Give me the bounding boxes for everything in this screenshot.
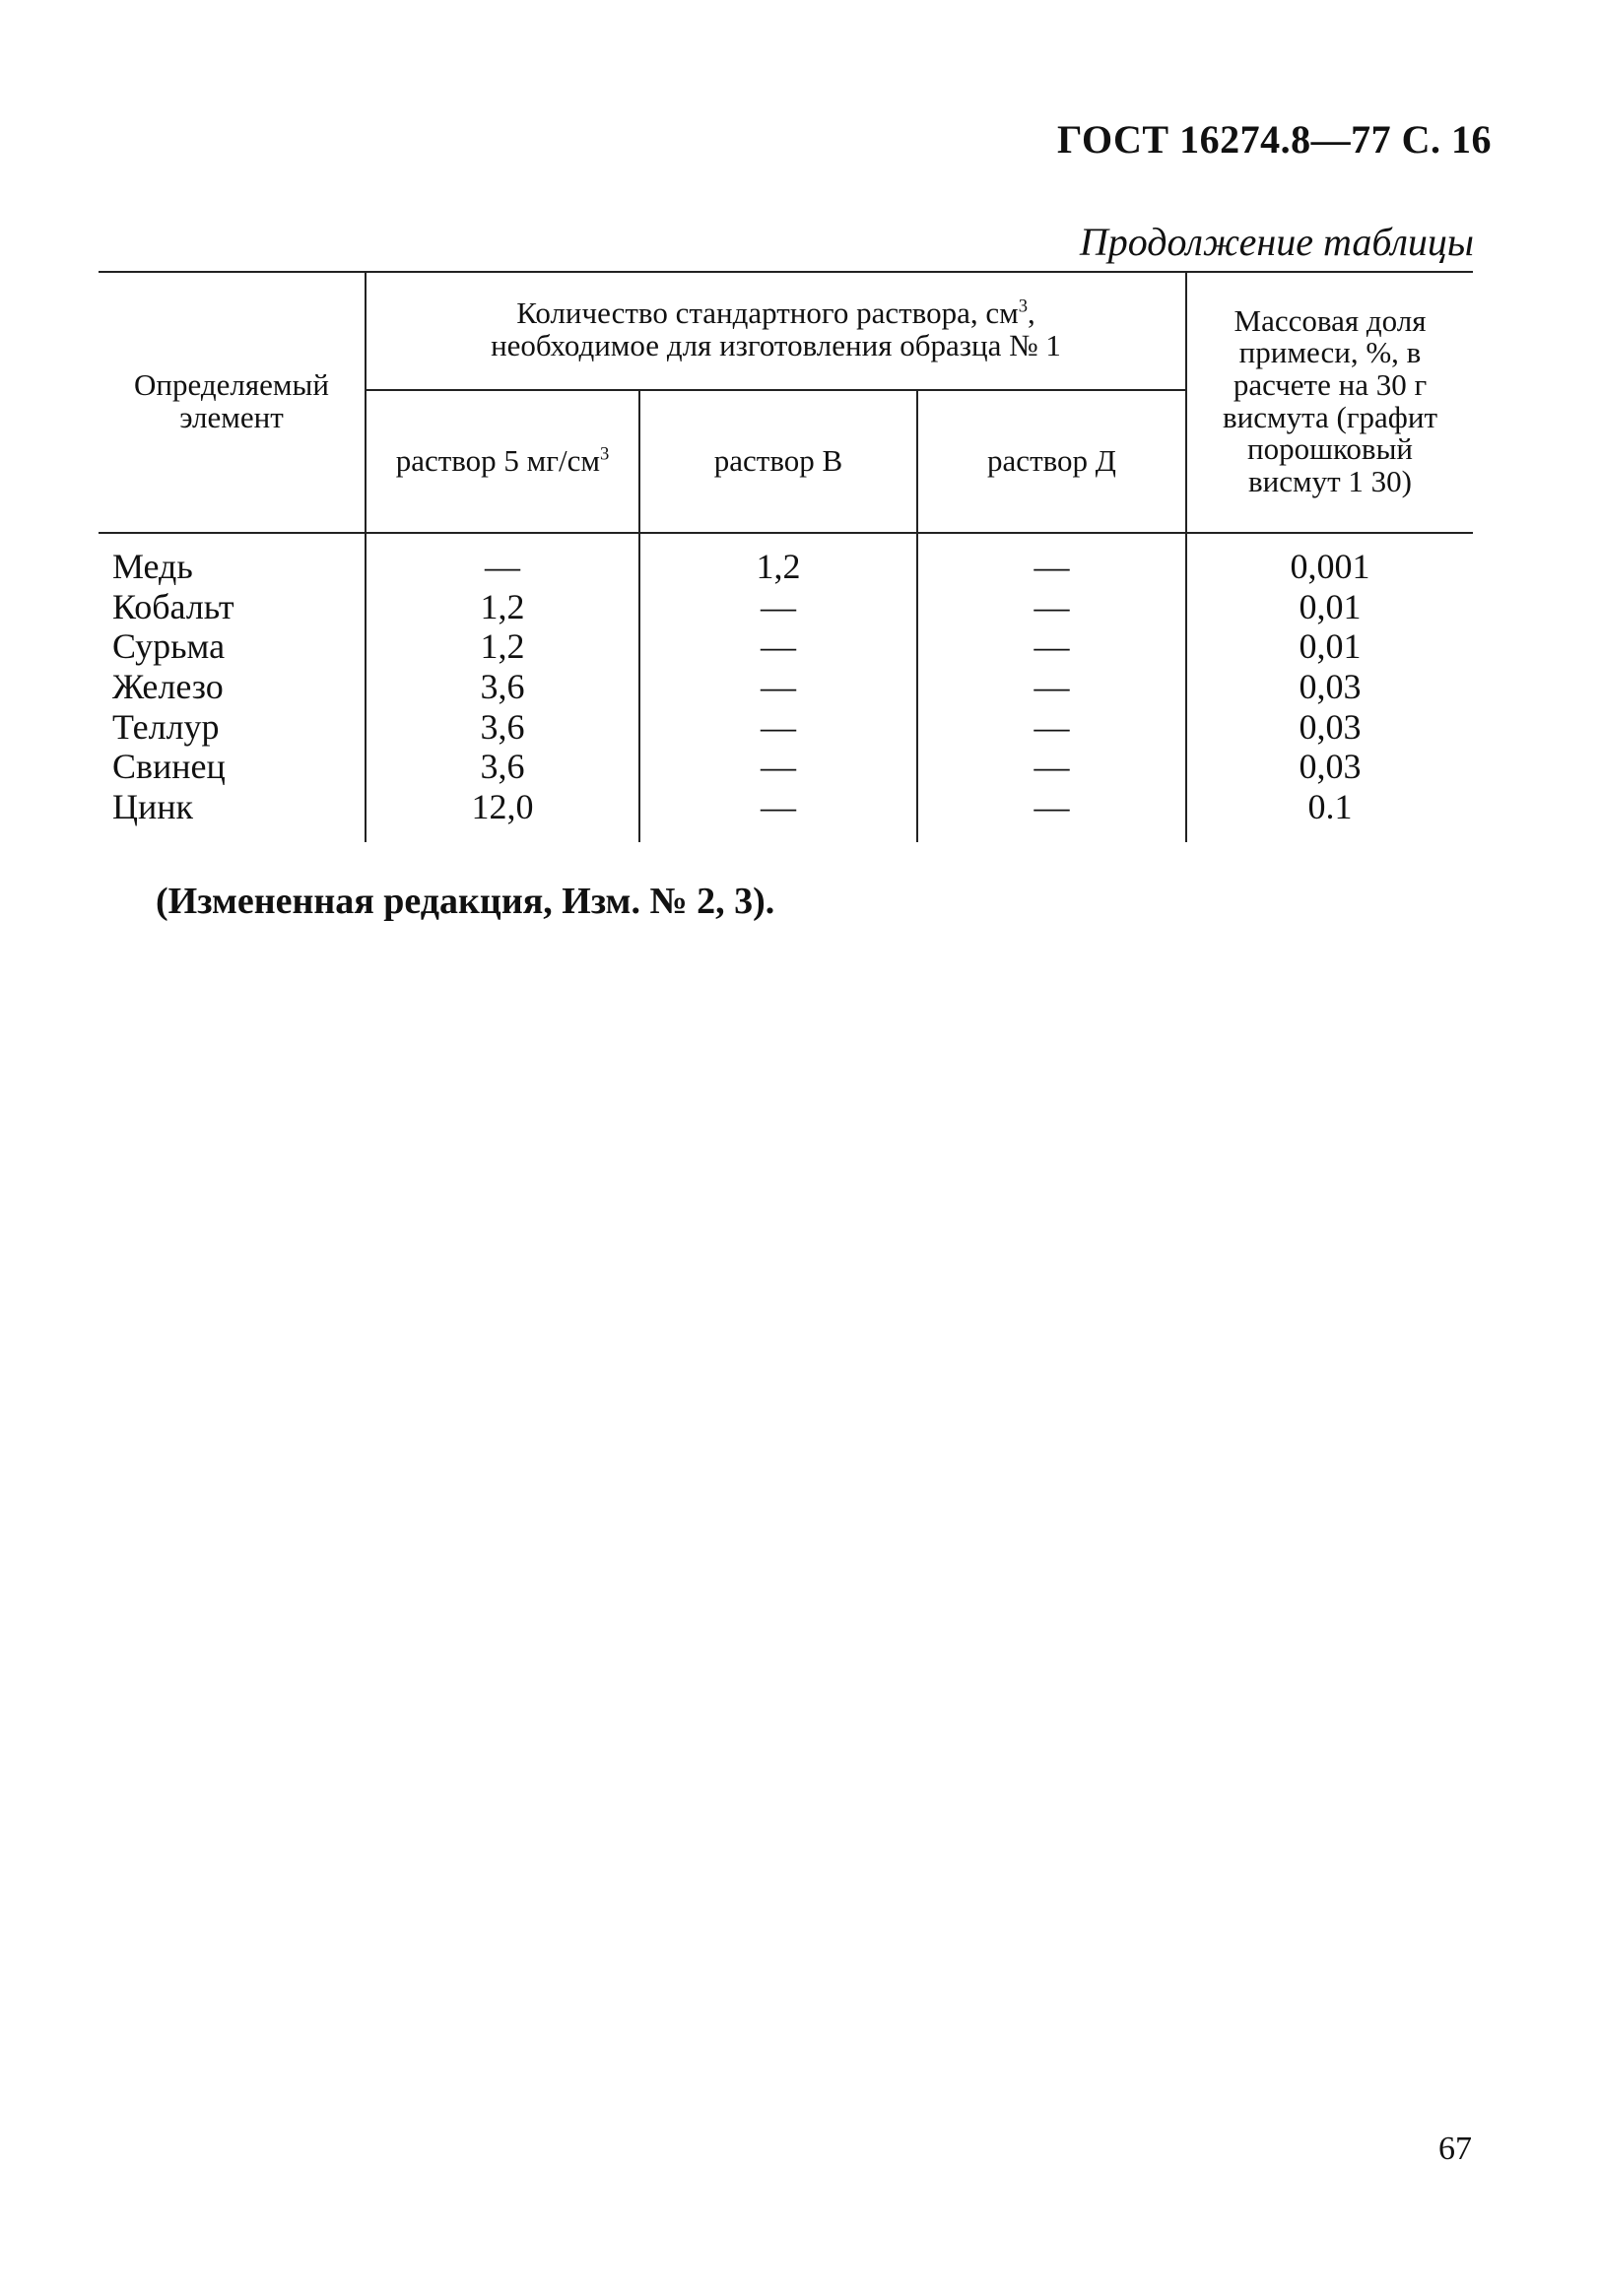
cell-element: Свинец: [112, 747, 226, 787]
cell-element: Теллур: [112, 706, 220, 747]
cell-solution-d: —: [1033, 747, 1070, 787]
cell-solution-b: —: [761, 626, 796, 667]
header-quantity-line2: необходимое для изготовления образца № 1: [491, 328, 1061, 362]
cell-solution-d: —: [1033, 626, 1070, 667]
cell-solution-d: —: [1033, 586, 1070, 626]
cell-solution-d: —: [1033, 667, 1070, 707]
header-solution-5-label: раствор 5 мг/см: [395, 443, 600, 479]
cell-solution-5: 3,6: [480, 747, 525, 787]
cell-solution-b: —: [761, 706, 796, 747]
cell-element: Кобальт: [112, 586, 234, 626]
header-quantity-line1: Количество стандартного раствора, см: [516, 295, 1019, 331]
header-element: [99, 271, 365, 532]
header-element-label: Определяемый элемент: [134, 366, 329, 434]
cell-solution-5: 1,2: [480, 626, 525, 667]
page-number: 67: [1438, 2131, 1472, 2167]
table-header-bottom-rule: [99, 532, 1473, 534]
cell-mass-fraction: 0,03: [1299, 706, 1362, 747]
cell-element: Медь: [112, 547, 193, 586]
cell-solution-5: —: [485, 547, 520, 586]
cell-solution-b: —: [761, 586, 796, 626]
amendment-note: (Измененная редакция, Изм. № 2, 3).: [156, 881, 775, 922]
column-element: [112, 547, 359, 827]
header-solution-b: [640, 391, 916, 532]
header-solution-5-text: [396, 445, 610, 478]
cell-mass-fraction: 0,001: [1290, 547, 1370, 586]
cell-element: Железо: [112, 667, 224, 707]
column-solution-b: [640, 547, 916, 827]
header-solution-d-label: раствор Д: [987, 443, 1116, 479]
cell-mass-fraction: 0,01: [1299, 586, 1362, 626]
cell-solution-d: —: [1033, 787, 1070, 827]
cell-mass-fraction: 0,03: [1299, 747, 1362, 787]
header-solution-5-sup: 3: [600, 443, 610, 465]
cell-solution-d: —: [1033, 547, 1070, 586]
cell-mass-fraction: 0.1: [1307, 787, 1353, 827]
cell-solution-b: —: [761, 787, 796, 827]
cell-element: Сурьма: [112, 626, 226, 667]
cell-mass-fraction: 0,01: [1299, 626, 1362, 667]
cell-solution-b: —: [761, 747, 796, 787]
cell-mass-fraction: 0,03: [1299, 667, 1362, 707]
cell-solution-5: 3,6: [480, 667, 525, 707]
cell-solution-5: 12,0: [471, 787, 534, 827]
data-table: [99, 271, 1473, 842]
cell-solution-5: 3,6: [480, 706, 525, 747]
table-continuation-label: Продолжение таблицы: [1079, 220, 1474, 264]
header-quantity-text: Количество стандартного раствора, $см^3$, необходимое для изготовления образца № 1: [491, 295, 1061, 362]
header-mass-fraction-label: Массовая доля примеси, %, в расчете на 30 г висмута (графит порошковый висмут 1 30): [1222, 302, 1438, 498]
cell-solution-d: —: [1033, 706, 1070, 747]
column-mass-fraction: [1187, 547, 1473, 827]
column-solution-5: [367, 547, 638, 827]
header-solution-d: [918, 391, 1185, 532]
header-solution-b-label: раствор В: [713, 443, 843, 479]
cell-solution-b: 1,2: [756, 547, 801, 586]
cell-solution-b: —: [761, 667, 796, 707]
column-solution-d: [918, 547, 1185, 827]
header-solution-5: [367, 391, 638, 532]
cell-element: Цинк: [112, 787, 194, 827]
header-quantity-sup: 3: [1018, 296, 1029, 318]
header-quantity: [367, 271, 1185, 389]
page-header-title: ГОСТ 16274.8—77 С. 16: [1056, 117, 1492, 162]
header-mass-fraction: [1187, 271, 1473, 532]
cell-solution-5: 1,2: [480, 586, 525, 626]
